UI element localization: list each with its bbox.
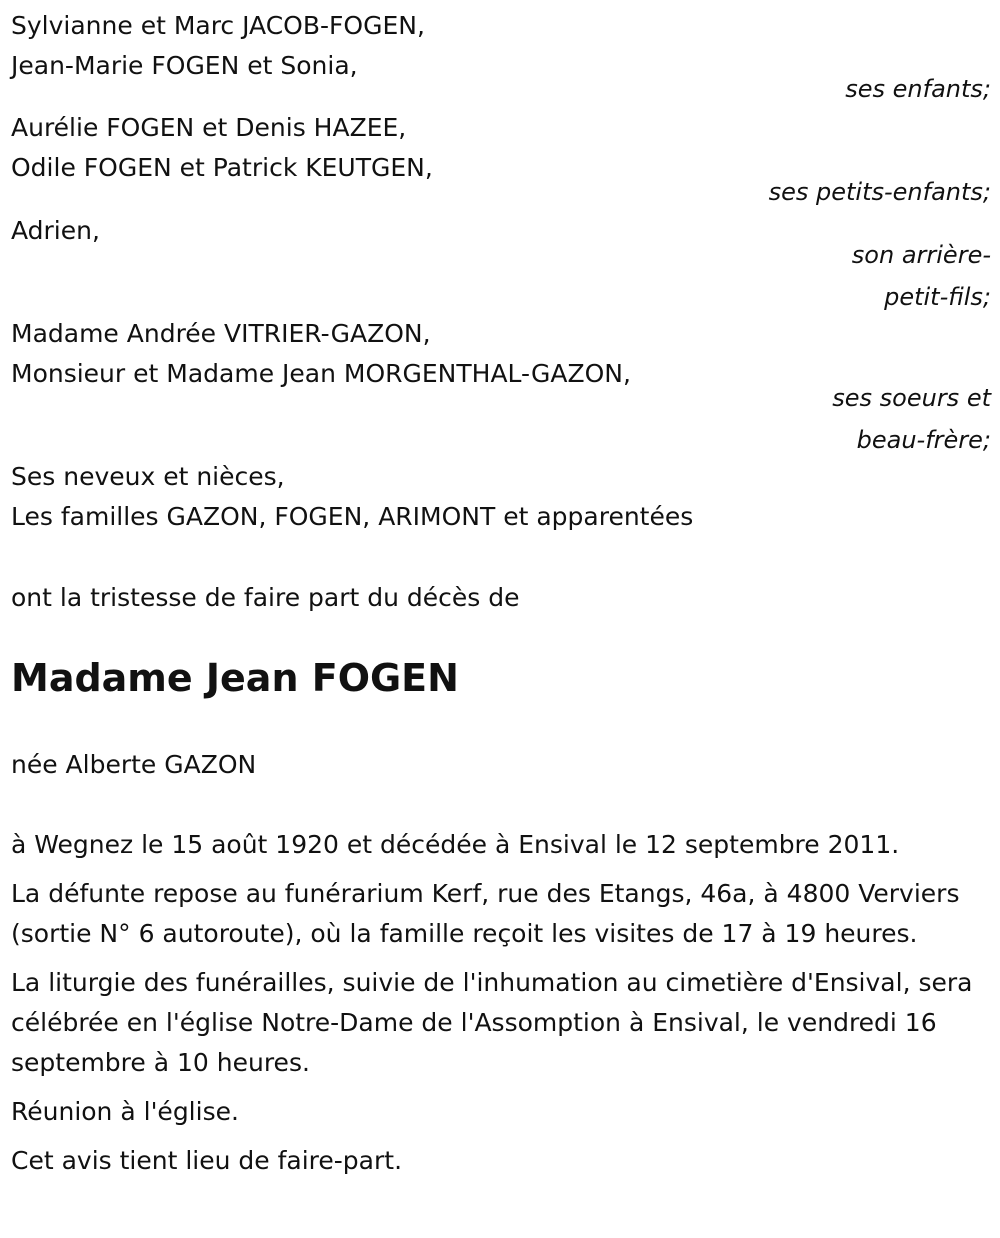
family-name-line: Les familles GAZON, FOGEN, ARIMONT et apparentées	[11, 502, 694, 531]
detail-paragraph: La défunte repose au funérarium Kerf, rue des Etangs, 46a, à 4800 Verviers (sortie N° 6 autoroute), où la famille reçoit les visites de 17 à 19 heures.	[11, 879, 960, 948]
family-name-line: Jean-Marie FOGEN et Sonia,	[11, 51, 358, 80]
relation-label: ses enfants;	[845, 75, 991, 103]
maiden-name: née Alberte GAZON	[11, 750, 257, 779]
others-block	[11, 457, 991, 537]
relation-label	[11, 377, 991, 461]
detail-paragraph: La liturgie des funérailles, suivie de l'inhumation au cimetière d'Ensival, sera célébrée en l'église Notre-Dame de l'Assomption à Ensival, le vendredi 16 septembre à 10 heures.	[11, 968, 973, 1077]
detail-paragraph: Cet avis tient lieu de faire-part.	[11, 1146, 403, 1175]
family-name-line: Sylvianne et Marc JACOB-FOGEN,	[11, 11, 425, 40]
family-name-line: Monsieur et Madame Jean MORGENTHAL-GAZON,	[11, 359, 631, 388]
relation-label-line: ses soeurs et	[832, 384, 991, 412]
relation-label-line: beau-frère;	[856, 426, 991, 454]
detail-paragraph: Réunion à l'église.	[11, 1097, 239, 1126]
announcement-text: ont la tristesse de faire part du décès de	[11, 583, 520, 612]
family-name-line: Aurélie FOGEN et Denis HAZEE,	[11, 113, 407, 142]
details-block	[11, 825, 991, 1181]
family-name-line: Adrien,	[11, 216, 100, 245]
deceased-name: Madame Jean FOGEN	[11, 656, 459, 700]
family-name-line: Odile FOGEN et Patrick KEUTGEN,	[11, 153, 433, 182]
relation-label	[11, 234, 991, 318]
relation-label: ses petits-enfants;	[768, 178, 991, 206]
relation-label-line: son arrière-	[851, 241, 991, 269]
relation-label-line: petit-fils;	[884, 283, 991, 311]
family-name-line: Ses neveux et nièces,	[11, 462, 285, 491]
detail-paragraph: à Wegnez le 15 août 1920 et décédée à Ensival le 12 septembre 2011.	[11, 830, 900, 859]
family-name-line: Madame Andrée VITRIER-GAZON,	[11, 319, 431, 348]
